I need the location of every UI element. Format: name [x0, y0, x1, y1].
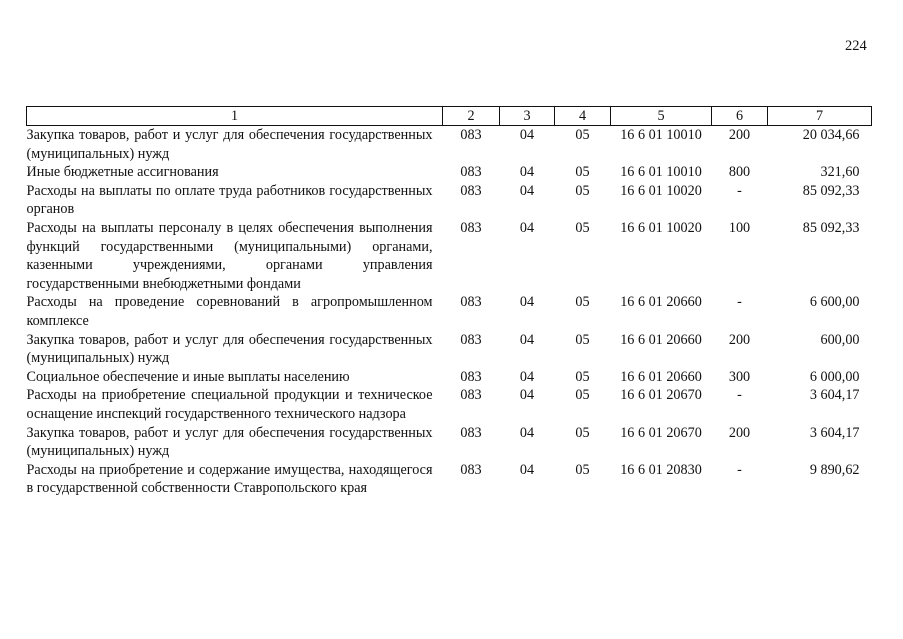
row-subsection: 05 [575, 182, 590, 199]
header-cell-3: 3 [500, 107, 555, 126]
row-article: 16 6 01 10010 [620, 127, 702, 143]
row-name: Закупка товаров, работ и услуг для обеспечения государственных (муниципальных) нужд [26, 331, 433, 367]
row-name: Социальное обеспечение и иные выплаты населению [26, 368, 350, 385]
budget-table [26, 106, 872, 498]
header-cell-5: 5 [611, 107, 712, 126]
row-expense-type: 800 [728, 164, 751, 181]
row-amount: 6 000,00 [809, 368, 860, 385]
header-cell-4: 4 [555, 107, 611, 126]
row-article: 16 6 01 20660 [620, 294, 702, 311]
row-subsection: 05 [575, 387, 590, 404]
row-subsection: 05 [575, 164, 590, 181]
page-number: 224 [845, 38, 867, 54]
row-code: 083 [460, 294, 482, 311]
row-name: Расходы на выплаты по оплате труда работников государственных органов [26, 182, 433, 218]
table-row [27, 219, 872, 293]
header-cell-7: 7 [768, 107, 872, 126]
row-subsection: 05 [575, 294, 590, 311]
table-row [27, 386, 872, 423]
row-code: 083 [460, 461, 482, 478]
row-code: 083 [460, 127, 482, 143]
row-amount: 9 890,62 [809, 461, 860, 478]
row-subsection: 05 [575, 331, 590, 348]
row-name: Расходы на приобретение специальной продукции и техническое оснащение инспекций государственного технического надзора [26, 387, 433, 422]
row-expense-type: - [737, 294, 742, 311]
table-row [27, 368, 872, 387]
row-subsection: 05 [575, 368, 590, 385]
row-name: Расходы на выплаты персоналу в целях обеспечения выполнения функций государственными (муниципальными) органами, казенными учреждениями, органами управления государственными внебюджетными фондами [26, 219, 433, 292]
row-section: 04 [519, 294, 535, 311]
row-name: Иные бюджетные ассигнования [26, 164, 219, 181]
row-section: 04 [519, 461, 535, 478]
row-expense-type: 200 [728, 424, 751, 441]
row-code: 083 [460, 331, 482, 348]
row-code: 083 [460, 182, 482, 199]
row-article: 16 6 01 10010 [620, 164, 702, 181]
row-name: Расходы на приобретение и содержание имущества, находящегося в государственной собственности Ставропольского края [26, 461, 433, 497]
row-expense-type: - [737, 461, 742, 478]
table-row [27, 126, 872, 164]
row-section: 04 [519, 368, 535, 385]
row-section: 04 [519, 387, 535, 404]
row-name: Закупка товаров, работ и услуг для обеспечения государственных (муниципальных) нужд [26, 127, 433, 162]
row-name: Закупка товаров, работ и услуг для обеспечения государственных (муниципальных) нужд [26, 424, 433, 460]
row-subsection: 05 [575, 219, 590, 236]
table-row [27, 331, 872, 368]
row-expense-type: 100 [728, 219, 751, 236]
header-cell-6: 6 [712, 107, 768, 126]
row-amount: 600,00 [820, 331, 860, 348]
row-section: 04 [519, 127, 535, 143]
row-article: 16 6 01 10020 [620, 182, 702, 199]
row-section: 04 [519, 424, 535, 441]
table-row [27, 424, 872, 461]
table-body [27, 126, 872, 498]
row-section: 04 [519, 182, 535, 199]
table-row [27, 163, 872, 182]
row-expense-type: 200 [728, 127, 751, 143]
table-row [27, 461, 872, 498]
row-expense-type: 200 [728, 331, 751, 348]
header-cell-2: 2 [443, 107, 500, 126]
row-code: 083 [460, 368, 482, 385]
row-amount: 85 092,33 [802, 219, 860, 236]
row-article: 16 6 01 10020 [620, 219, 702, 236]
row-section: 04 [519, 219, 535, 236]
row-expense-type: 300 [728, 368, 751, 385]
row-article: 16 6 01 20660 [620, 331, 702, 348]
row-amount: 3 604,17 [809, 387, 860, 404]
row-amount: 20 034,66 [802, 127, 860, 143]
row-section: 04 [519, 164, 535, 181]
row-name: Расходы на проведение соревнований в агропромышленном комплексе [26, 294, 433, 329]
row-code: 083 [460, 387, 482, 404]
row-code: 083 [460, 164, 482, 181]
row-code: 083 [460, 424, 482, 441]
row-subsection: 05 [575, 461, 590, 478]
row-section: 04 [519, 331, 535, 348]
row-code: 083 [460, 219, 482, 236]
table-row [27, 293, 872, 330]
row-amount: 321,60 [820, 164, 860, 181]
table-row [27, 182, 872, 219]
row-article: 16 6 01 20670 [620, 424, 702, 441]
row-expense-type: - [737, 387, 742, 404]
header-cell-1: 1 [27, 107, 443, 126]
row-subsection: 05 [575, 424, 590, 441]
row-article: 16 6 01 20830 [620, 461, 702, 478]
row-amount: 85 092,33 [802, 182, 860, 199]
row-article: 16 6 01 20660 [620, 368, 702, 385]
table-header-row [27, 107, 872, 126]
row-amount: 6 600,00 [809, 294, 860, 311]
row-amount: 3 604,17 [809, 424, 860, 441]
row-subsection: 05 [575, 127, 590, 143]
row-expense-type: - [737, 182, 742, 199]
row-article: 16 6 01 20670 [620, 387, 702, 404]
